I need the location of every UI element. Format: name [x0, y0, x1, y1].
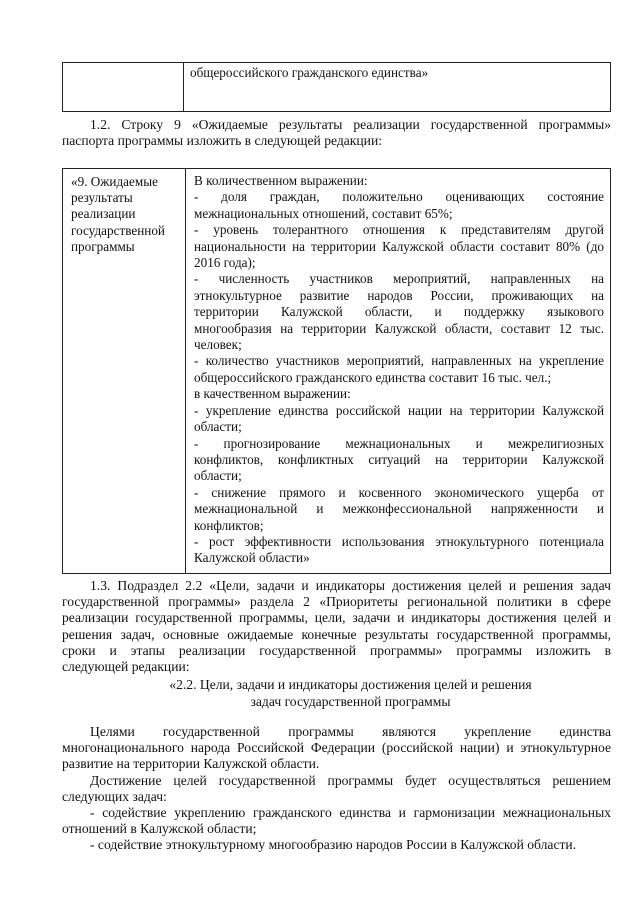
list-item-line: - содействие этнокультурному многообразию народов России в Калужской области.	[90, 837, 577, 853]
cell-line: программы	[71, 238, 135, 254]
cell-line: области;	[194, 468, 242, 484]
cell-line: реализации	[71, 206, 136, 222]
paragraph-1-3	[62, 578, 611, 675]
table-cell-left-empty	[63, 63, 184, 112]
paragraph-line: многонационального народа Российской Федерации (российской нации) и этнокультурное	[62, 740, 611, 756]
table-cell-right	[186, 169, 611, 574]
paragraph-line: Целями государственной программы являются укрепление единства	[90, 724, 611, 739]
paragraph-1-2	[62, 117, 611, 149]
paragraph-line: сроки и этапы реализации государственной программы» программы изложить в	[62, 642, 611, 658]
goals-paragraph	[62, 724, 611, 773]
paragraph-line: 1.2. Строку 9 «Ожидаемые результаты реализации государственной программы»	[90, 117, 611, 132]
table-row	[63, 169, 611, 574]
task-list	[62, 805, 611, 854]
cell-line: конфликтов;	[194, 517, 264, 533]
list-item	[62, 837, 611, 853]
cell-line: «9. Ожидаемые	[71, 174, 158, 189]
paragraph-line: паспорта программы изложить в следующей редакции:	[62, 133, 383, 149]
paragraph-line: решения задач, основные ожидаемые конечные результаты государственной программы,	[62, 626, 611, 642]
paragraph-line: 1.3. Подраздел 2.2 «Цели, задачи и индикаторы достижения целей и решения задач	[90, 578, 611, 593]
cell-line: - уровень толерантного отношения к представителям другой	[194, 222, 604, 238]
cell-line: - прогнозирование межнациональных и межрелигиозных	[194, 435, 604, 451]
cell-line: - укрепление единства российской нации на территории Калужской	[194, 402, 604, 418]
cell-line: многообразия на территории Калужской области, составит 12 тыс.	[194, 320, 604, 336]
cell-line: результаты	[71, 190, 133, 206]
table-cell-left	[63, 169, 186, 574]
cell-line: 2016 года);	[194, 255, 256, 271]
table-row	[63, 63, 611, 112]
list-item-line: отношений в Калужской области;	[62, 821, 257, 837]
table-fragment-top	[62, 62, 611, 112]
cell-line: человек;	[194, 337, 242, 353]
cell-line: В количественном выражении:	[194, 173, 368, 188]
cell-line: этнокультурное развитие народов России, проживающих на	[194, 287, 604, 303]
cell-line: общероссийского гражданского единства составит 16 тыс. чел.;	[194, 369, 552, 385]
cell-line: государственной	[71, 222, 165, 238]
cell-line: - количество участников мероприятий, направленных на укрепление	[194, 353, 604, 369]
cell-line: межнациональной и межконфессиональной напряженности и	[194, 501, 604, 517]
cell-line: - снижение прямого и косвенного экономического ущерба от	[194, 484, 604, 500]
cell-line: - доля граждан, положительно оценивающих состояние	[194, 189, 604, 205]
paragraph-line: следующей редакции:	[62, 659, 190, 675]
cell-text: общероссийского гражданского единства»	[190, 65, 429, 80]
cell-line: - численность участников мероприятий, направленных на	[194, 271, 604, 287]
paragraph-line: следующих задач:	[62, 789, 167, 805]
paragraph-line: Достижение целей государственной программы будет осуществляться решением	[90, 773, 611, 788]
paragraph-line: реализации государственной программы, цели, задачи и индикаторы достижения целей и	[62, 610, 611, 626]
cell-line: области;	[194, 419, 242, 435]
paragraph-line: государственной программы» раздела 2 «Приоритеты региональной политики в сфере	[62, 594, 611, 610]
section-heading	[90, 676, 611, 710]
cell-line: конфликтов, конфликтных ситуаций на территории Калужской	[194, 451, 604, 467]
cell-line: межнациональных отношений, составит 65%;	[194, 205, 453, 221]
cell-line: территории Калужской области, и поддержку языкового	[194, 304, 604, 320]
table-passport-row-9	[62, 168, 611, 574]
heading-line: «2.2. Цели, задачи и индикаторы достижения целей и решения	[169, 677, 532, 692]
table-cell-right	[184, 63, 611, 112]
cell-line: - рост эффективности использования этнокультурного потенциала	[194, 533, 604, 549]
tasks-paragraph	[62, 773, 611, 805]
paragraph-line: развитие на территории Калужской области.	[62, 756, 320, 772]
heading-line: задач государственной программы	[250, 694, 451, 709]
cell-line: в качественном выражении:	[194, 386, 351, 402]
list-item	[62, 805, 611, 837]
cell-line: Калужской области»	[194, 550, 310, 566]
cell-line: национальности на территории Калужской области составит 80% (до	[194, 238, 604, 254]
list-item-line: - содействие укреплению гражданского единства и гармонизации межнациональных	[90, 805, 611, 820]
